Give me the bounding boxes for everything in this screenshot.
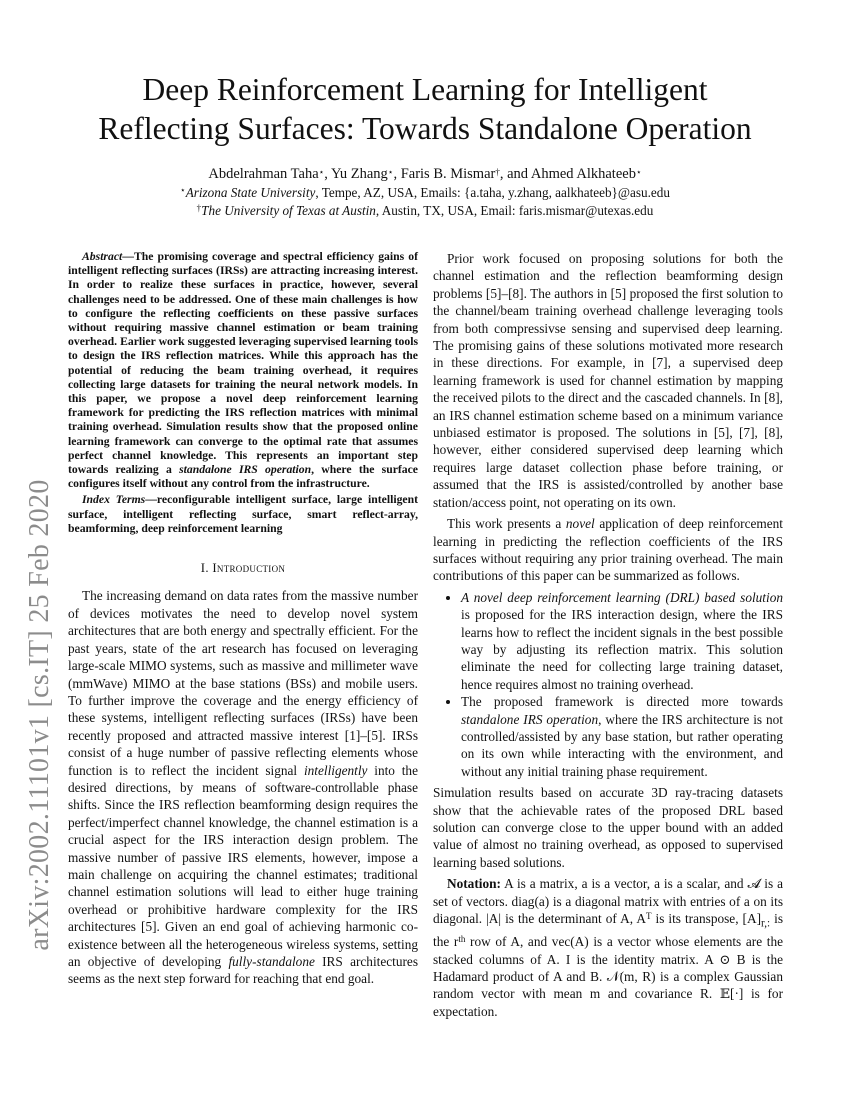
contribution-item-emphasis: standalone IRS operation (461, 711, 599, 727)
title-line-2: Reflecting Surfaces: Towards Standalone Operation (98, 111, 752, 146)
author-3: Faris B. Mismar (400, 166, 496, 182)
arxiv-identifier-text: arXiv:2002.11101v1 [cs.IT] 25 Feb 2020 (24, 479, 55, 951)
right-column (433, 250, 783, 1020)
notation-subscript: r,: (761, 917, 771, 930)
author-4: and Ahmed Alkhateeb (507, 166, 636, 182)
affiliation-institution: The University of Texas at Austin (201, 203, 376, 218)
affiliation-details: , Austin, TX, USA, Email: faris.mismar@utexas.edu (375, 203, 654, 218)
notation-superscript: T (645, 911, 652, 922)
affiliation-details: , Tempe, AZ, USA, Emails: {a.taha, y.zhang, aalkhateeb}@asu.edu (315, 185, 670, 200)
contribution-paragraph (433, 515, 783, 585)
affiliation-mark: † (196, 203, 202, 213)
index-terms-text: —reconfigurable intelligent surface, large intelligent surface, intelligent reflecting surface, smart reflect-array, beamforming, deep reinforcement learning (68, 493, 418, 535)
notation-text-1: A is a matrix, a is a vector, a is a scalar, and 𝓐 is a set of vectors. diag(a) is a diagonal matrix with entries of a on its diagonal. |A| is the determinant of A, A (433, 876, 783, 927)
contribution-item-text: is proposed for the IRS interaction design, where the IRS learns how to reflect the incident signals in the best possible way by adjusting its reflection matrix. This solution eliminate the need for collecting large training dataset, hence requires almost no training overhead. (461, 607, 783, 692)
contribution-emphasis: novel (565, 516, 595, 532)
notation-text-2: is its transpose, [A] (651, 911, 762, 927)
index-terms-label: Index Terms (82, 493, 146, 507)
contribution-item-emphasis: A novel deep reinforcement learning (DRL) based solution (461, 589, 783, 605)
prior-work-paragraph: Prior work focused on proposing solutions for both the channel estimation and the reflection beamforming design problems [5]–[8]. The authors in [5] proposed the first solution to the channel/beam training overhead challenge leveraging tools from both compressivse sensing and supervised deep learning. The promising gains of these solutions motivated more research in these directions. For example, in [7], a supervised deep learning framework is used for channel estimation by mapping the received pilots to the direct and the cascaded channels. In [8], an IRS channel estimation scheme based on a minimum variance unbiased estimator is proposed. The solutions in [5], [7], [8], however, either considered supervised deep learning which requires large dataset collection phase before training, or assumed that the IRS is assisted/controlled by another base station/access point, not operating on its own. (433, 251, 783, 510)
author-1: Abdelrahman Taha (208, 166, 319, 182)
contribution-item-text: The proposed framework is directed more towards (461, 694, 783, 710)
affiliation-2 (60, 202, 790, 219)
simulation-summary-paragraph: Simulation results based on accurate 3D ray-tracing datasets show that the achievable rates of the proposed DRL based solution can converge close to the upper bound with an added value of almost no training overhead, as opposed to supervised learning based solutions. (433, 785, 783, 870)
title-line-1: Deep Reinforcement Learning for Intelligent (142, 72, 708, 107)
intro-text-2: into the desired directions, by means of software-controllable phase shifts. Since the IRS reflection beamforming design requires the perfect/imperfect channel knowledge, the channel estimation is a crucial aspect for the IRS interaction design problem. The massive number of passive IRS elements, however, impose a main challenge on acquiring the channel estimates; traditional channel estimation solutions will lead to either huge training overhead or prohibitive hardware complexity for the IRS architectures [5]. Given an end goal of achieving harmonic co-existence between all the heterogeneous wireless systems, setting an objective of developing (68, 762, 418, 969)
index-terms (68, 493, 418, 536)
abstract (68, 250, 418, 491)
intro-text-1: The increasing demand on data rates from the massive number of devices motivates the need to develop novel system architectures that are both energy and spectrally efficient. For the past years, state of the art research has focused on leveraging large-scale MIMO systems, such as massive and millimeter wave (mmWave) MIMO at the base stations (BSs) and mobile users. To further improve the coverage and the energy efficiency of these systems, intelligent reflecting surfaces (IRSs) have been recently proposed and attracted massive interest [1]–[5]. IRSs consist of a huge number of passive reflecting elements whose function is to reflect the incident signal (68, 588, 418, 778)
abstract-emphasis: standalone IRS operation (179, 463, 312, 477)
star-mark: ⋆ (318, 167, 325, 177)
abstract-text: —The promising coverage and spectral efficiency gains of intelligent reflecting surfaces (IRSs) are attracting increasing interest. In order to realize these surfaces in practice, however, several challenges need to be addressed. One of these main challenges is how to configure the reflecting coefficients on these passive surfaces without requiring massive channel estimation or beam training overhead. Earlier work suggested leveraging supervised learning tools to design the IRS reflection matrices. While this approach has the potential of reducing the beam training overhead, it requires collecting large datasets for training the neural network models. In this paper, we propose a novel deep reinforcement learning framework for predicting the IRS reflection matrices with minimal training overhead. Simulation results show that the proposed online learning framework can converge to the optimal rate that assumes perfect channel knowledge. This represents an important step towards realizing a (68, 250, 418, 477)
separator: , (499, 166, 508, 182)
contribution-item-1 (461, 589, 783, 693)
star-mark: ⋆ (387, 167, 394, 177)
notation-paragraph (433, 875, 783, 1020)
section-heading-introduction (68, 560, 418, 577)
arxiv-identifier (15, 479, 65, 951)
contribution-item-text: , where the IRS architecture is not controlled/assisted by any base station, but rather operating on its own while interacting with the environment, and without any initial training phase requirement. (461, 711, 783, 779)
contribution-item-2 (461, 693, 783, 780)
section-number: I. (200, 561, 213, 576)
author-2: Yu Zhang (331, 166, 388, 182)
dagger-mark: † (495, 167, 500, 177)
author-list (60, 165, 790, 183)
left-column (68, 250, 418, 988)
section-name: Introduction (212, 561, 286, 576)
notation-text-4: row of A, and vec(A) is a vector whose elements are the stacked columns of A. I is the identity matrix. A ⊙ B is the Hadamard product of A and B. 𝒩(m, R) is a complex Gaussian random vector with mean m and covariance R. 𝔼[·] is for expectation. (433, 934, 784, 1019)
intro-emphasis-1: intelligently (303, 762, 368, 778)
affiliation-1 (60, 184, 790, 201)
notation-text-3: is the r (433, 911, 784, 950)
intro-text-3: IRS architectures seems as the next step forward for reaching that end goal. (68, 954, 418, 987)
abstract-label: Abstract (82, 250, 123, 263)
separator: , (393, 166, 401, 182)
affiliation-mark: ⋆ (180, 185, 186, 195)
intro-paragraph (68, 587, 418, 987)
abstract-tail: , where the surface configures itself without any control from the infrastructure. (68, 463, 418, 491)
contribution-text-1: This work presents a (447, 516, 566, 532)
notation-label: Notation: (447, 876, 501, 892)
notation-superscript: th (458, 934, 466, 945)
intro-emphasis-2: fully-standalone (228, 954, 315, 969)
affiliation-institution: Arizona State University (185, 185, 316, 200)
contribution-text-2: application of deep reinforcement learning in predicting the reflection coefficients of the IRS surfaces without requiring any prior training overhead. The main contributions of this paper can be summarized as follows. (433, 516, 783, 584)
star-mark: ⋆ (635, 167, 642, 177)
paper-title (60, 70, 790, 148)
contribution-list (433, 589, 783, 780)
separator: , (324, 166, 331, 182)
